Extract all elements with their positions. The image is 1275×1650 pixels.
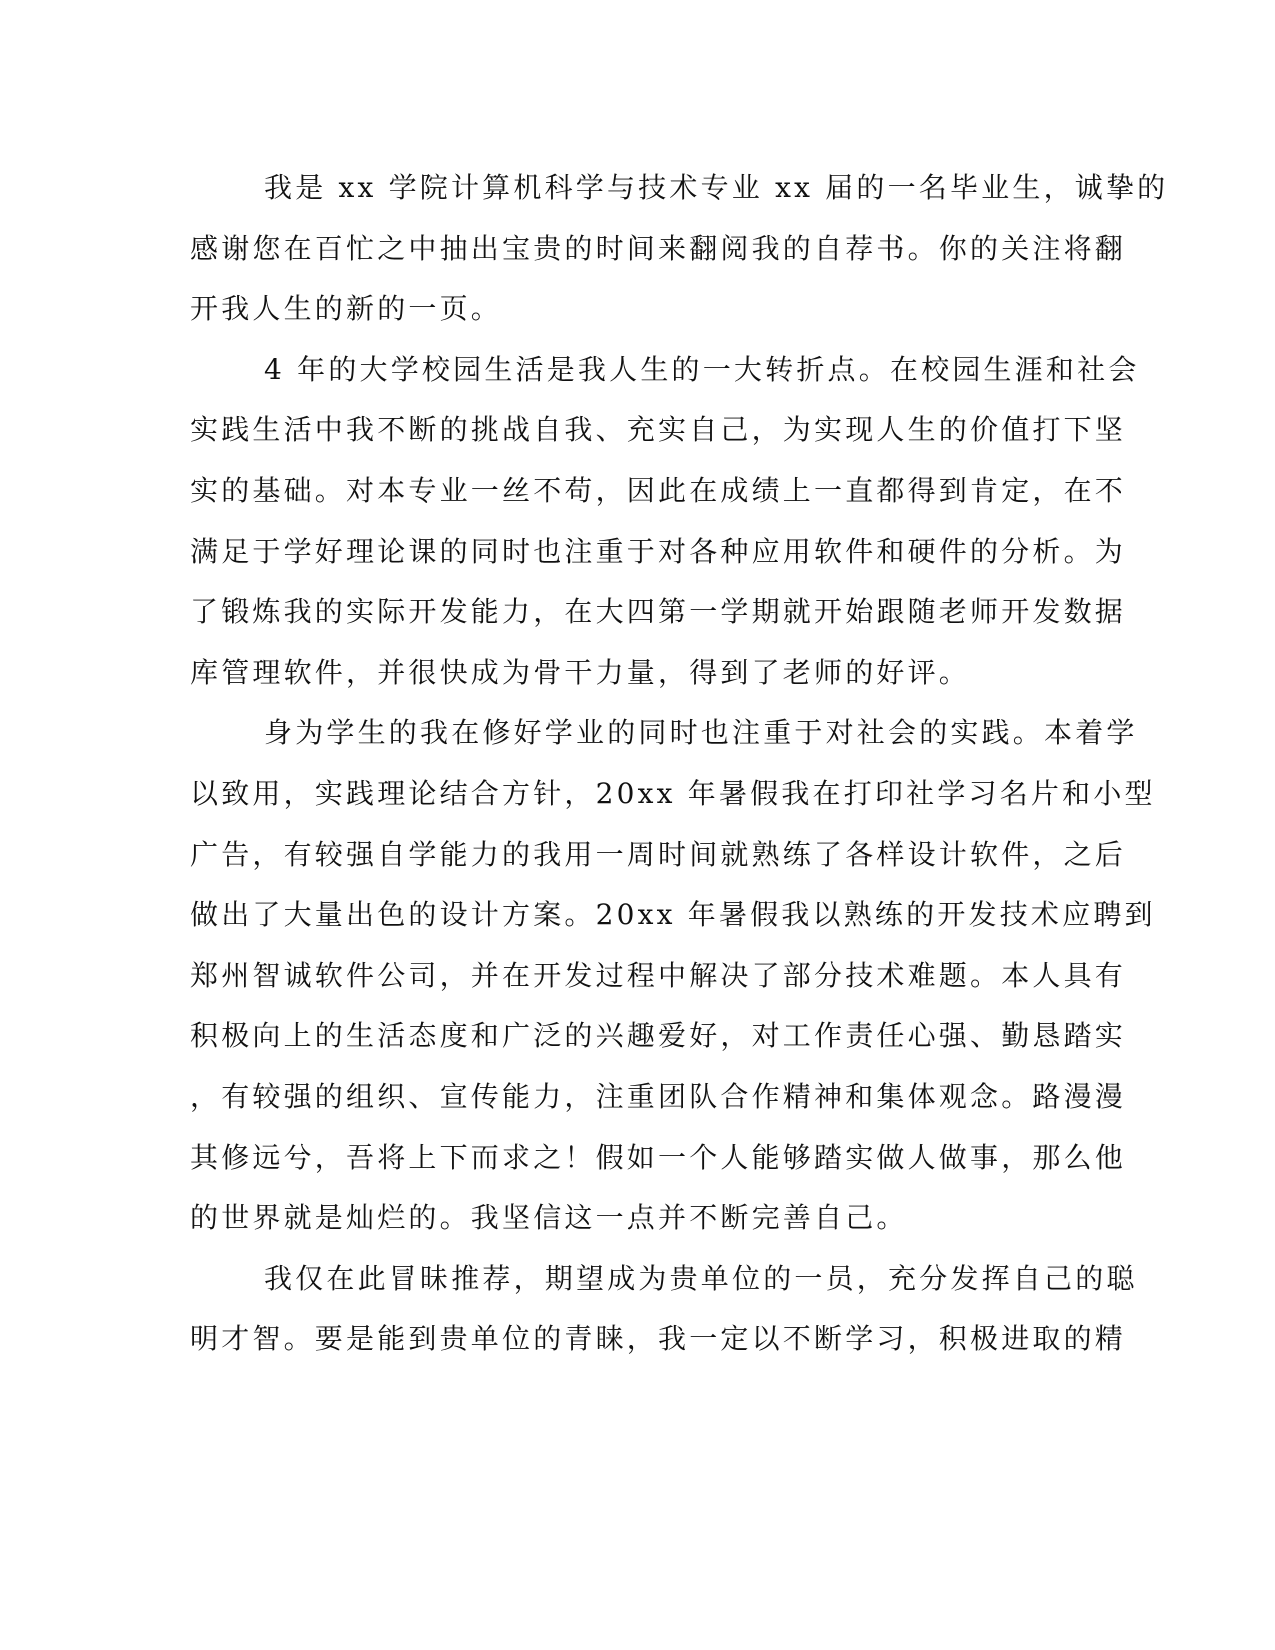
- text-line: 感谢您在百忙之中抽出宝贵的时间来翻阅我的自荐书。你的关注将翻: [190, 231, 1127, 265]
- letter-body: [190, 158, 1169, 1370]
- text-line: 4 年的大学校园生活是我人生的一大转折点。在校园生涯和社会: [264, 352, 1140, 386]
- text-line: 实践生活中我不断的挑战自我、充实自己，为实现人生的价值打下坚: [190, 413, 1127, 447]
- text-line: 以致用，实践理论结合方针，20xx 年暑假我在打印社学习名片和小型: [190, 776, 1156, 810]
- text-line: 其修远兮，吾将上下而求之！假如一个人能够踏实做人做事，那么他: [190, 1140, 1127, 1174]
- paragraph-recommendation: [190, 1249, 1138, 1370]
- text-line: 实的基础。对本专业一丝不苟，因此在成绩上一直都得到肯定，在不: [190, 473, 1127, 507]
- text-line: 身为学生的我在修好学业的同时也注重于对社会的实践。本着学: [264, 716, 1138, 750]
- text-line: 积极向上的生活态度和广泛的兴趣爱好，对工作责任心强、勤恳踏实: [190, 1019, 1127, 1053]
- text-line: 开我人生的新的一页。: [190, 292, 503, 326]
- text-line: 的世界就是灿烂的。我坚信这一点并不断完善自己。: [190, 1201, 908, 1235]
- text-line: 库管理软件，并很快成为骨干力量，得到了老师的好评。: [190, 655, 971, 689]
- text-line: ，有较强的组织、宣传能力，注重团队合作精神和集体观念。路漫漫: [190, 1079, 1127, 1113]
- text-line: 我仅在此冒昧推荐，期望成为贵单位的一员，充分发挥自己的聪: [264, 1261, 1138, 1295]
- text-line: 满足于学好理论课的同时也注重于对各种应用软件和硬件的分析。为: [190, 534, 1127, 568]
- paragraph-practice: [190, 703, 1156, 1248]
- text-line: 我是 xx 学院计算机科学与技术专业 xx 届的一名毕业生，诚挚的: [264, 171, 1169, 204]
- text-line: 了锻炼我的实际开发能力，在大四第一学期就开始跟随老师开发数据: [190, 595, 1127, 629]
- text-line: 郑州智诚软件公司，并在开发过程中解决了部分技术难题。本人具有: [190, 958, 1127, 992]
- paragraph-intro: [190, 158, 1169, 340]
- paragraph-university-life: [190, 340, 1140, 704]
- text-line: 做出了大量出色的设计方案。20xx 年暑假我以熟练的开发技术应聘到: [190, 898, 1156, 932]
- text-line: 广告，有较强自学能力的我用一周时间就熟练了各样设计软件，之后: [190, 837, 1127, 871]
- text-line: 明才智。要是能到贵单位的青睐，我一定以不断学习，积极进取的精: [190, 1322, 1127, 1356]
